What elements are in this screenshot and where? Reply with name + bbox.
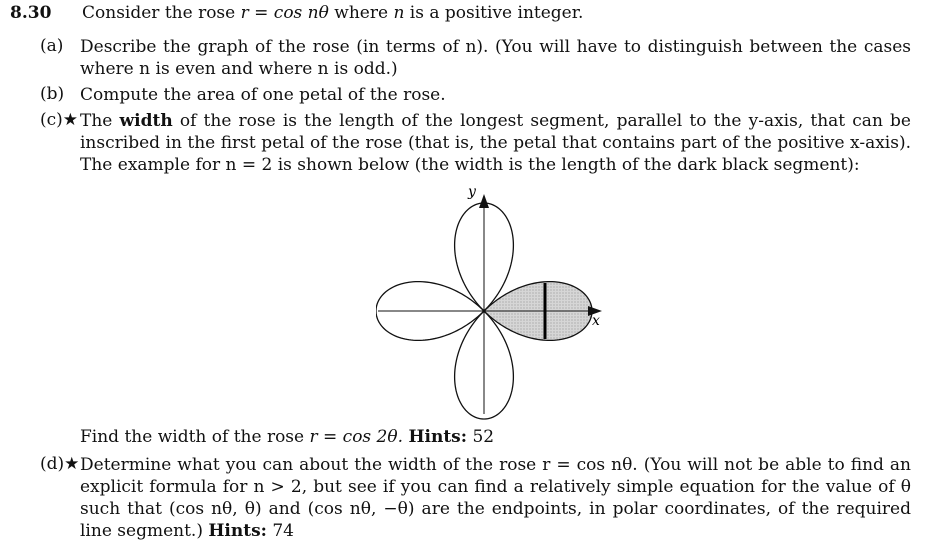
hint-number-d: 74 <box>272 521 294 541</box>
y-axis-label: y <box>468 184 476 200</box>
problem-intro: Consider the rose r = cos nθ where n is a positive integer. <box>82 3 584 23</box>
part-b-text: Compute the area of one petal of the rose. <box>80 85 446 105</box>
x-axis-label: x <box>592 313 600 329</box>
intro-equation: r = cos nθ <box>240 3 329 23</box>
problem-number: 8.30 <box>10 3 52 23</box>
part-c-text: The width of the rose is the length of the longest segment, parallel to the y-axis, that can be inscribed in the first petal of the rose (that is, the petal that contains part of the positive x-axis). The example for n = 2 is shown below (the width is the length of the dark black segment): <box>80 111 911 175</box>
part-a-text: Describe the graph of the rose (in terms of n). (You will have to distinguish between the cases where n is even and where n is odd.) <box>80 37 911 79</box>
problem-header <box>0 2 945 24</box>
part-b-label: (b) <box>40 84 65 104</box>
y-axis-arrow <box>479 194 489 208</box>
part-c-label: (c)★ <box>40 110 79 130</box>
part-d-label: (d)★ <box>40 454 80 474</box>
hint-number-c: 52 <box>472 427 495 447</box>
part-d-text: Determine what you can about the width of the rose r = cos nθ. (You will not be able to find an explicit formula for n > 2, but see if you can find a relatively simple equation for the value of θ such that (cos nθ, θ) and (cos nθ, −θ) are the endpoints, in polar coordinates, of the required line segment.) Hints: 74 <box>80 455 911 541</box>
find-width-line: Find the width of the rose r = cos 2θ. Hints: 52 <box>80 427 495 447</box>
find-equation: r = cos 2θ. <box>309 427 404 447</box>
width-term: width <box>119 111 173 131</box>
part-a-label: (a) <box>40 36 64 56</box>
rose-diagram <box>376 184 616 424</box>
rose-figure <box>376 184 616 424</box>
